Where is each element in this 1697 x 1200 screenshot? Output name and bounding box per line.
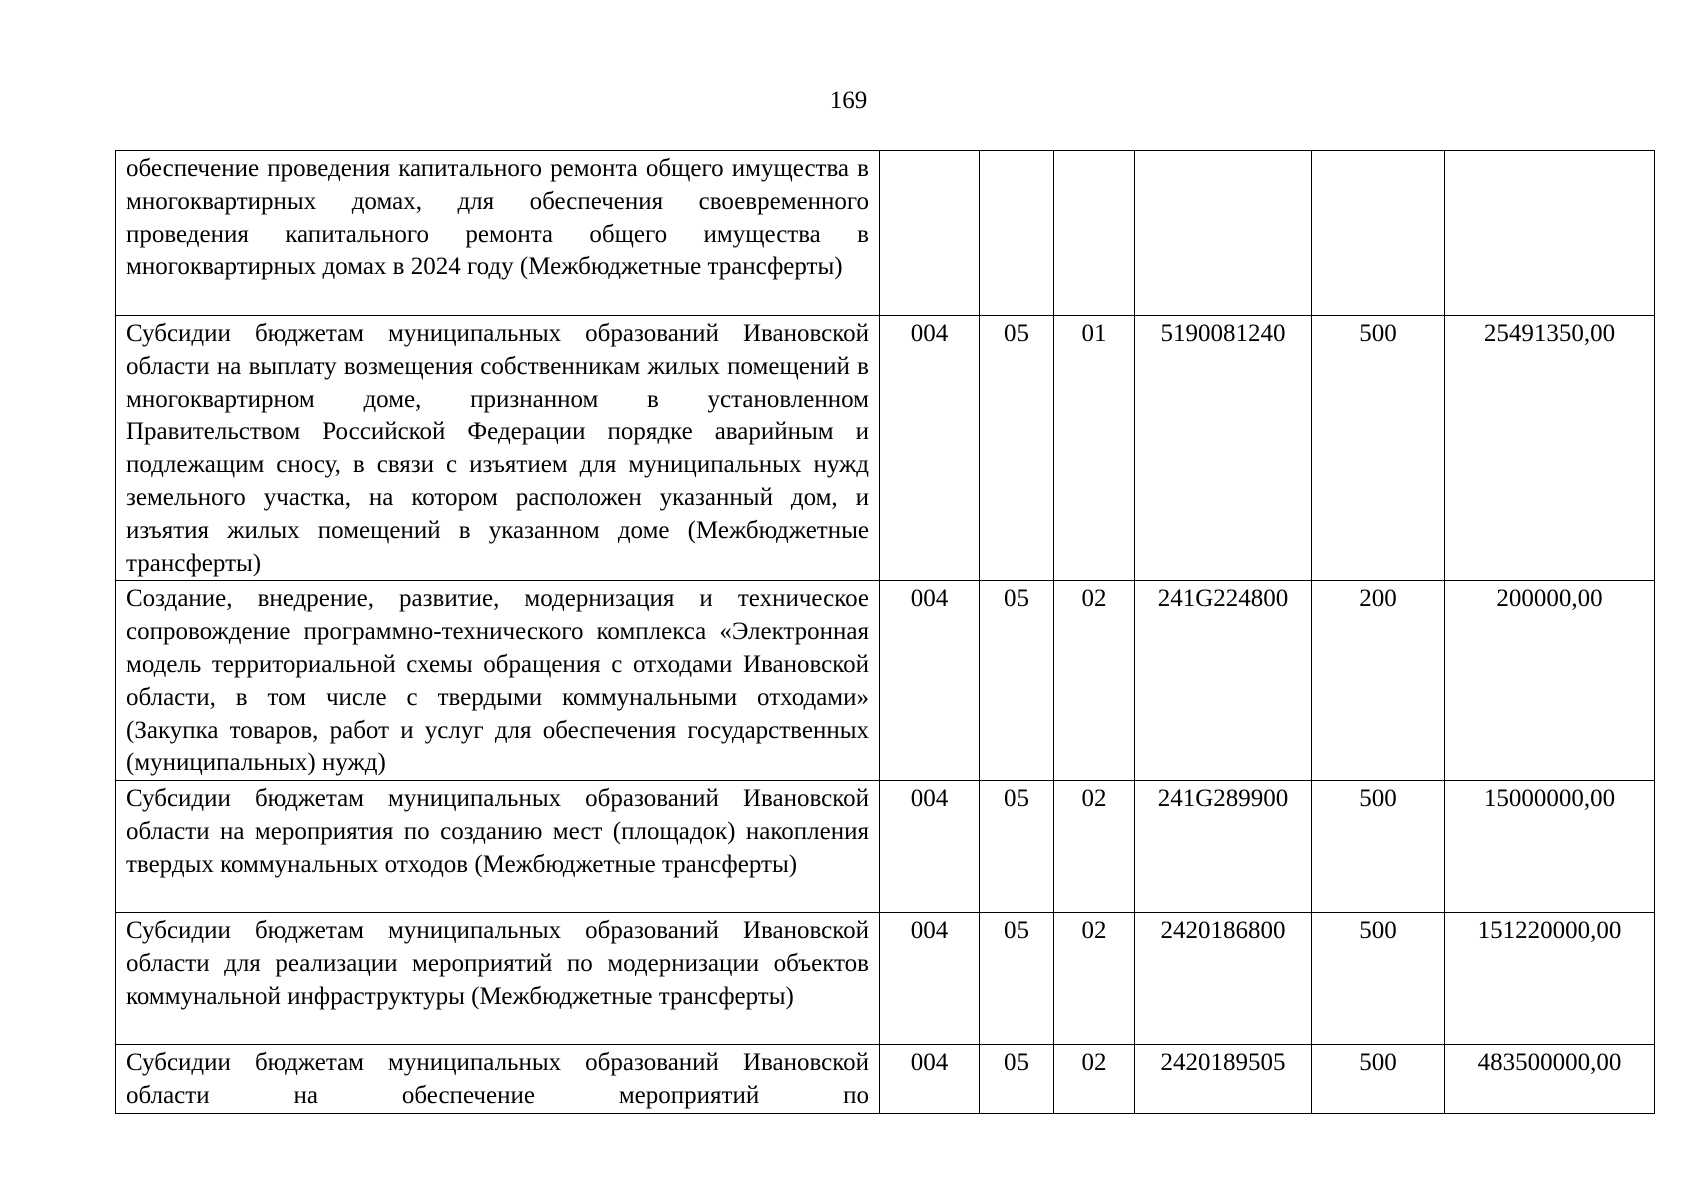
section-code-cell: 05 bbox=[980, 913, 1054, 1045]
table-row bbox=[116, 781, 1655, 913]
section-code-cell: 05 bbox=[980, 1045, 1054, 1114]
expense-type-cell: 500 bbox=[1312, 913, 1445, 1045]
budget-table bbox=[115, 150, 1655, 1114]
description-cell: Субсидии бюджетам муниципальных образований Ивановской области на выплату возмещения собственникам жилых помещений в многоквартирном доме, признанном в установленном Правительством Российской Федерации порядке аварийным и подлежащим сносу, в связи с изъятием для муниципальных нужд земельного участка, на котором расположен указанный дом, и изъятия жилых помещений в указанном доме (Межбюджетные трансферты) bbox=[116, 316, 880, 581]
description-cell: Субсидии бюджетам муниципальных образований Ивановской области на обеспечение мероприятий по bbox=[116, 1045, 880, 1114]
expense-type-cell bbox=[1312, 151, 1445, 316]
subsection-code-cell: 02 bbox=[1054, 1045, 1135, 1114]
ministry-code-cell: 004 bbox=[880, 581, 980, 781]
subsection-code-cell: 01 bbox=[1054, 316, 1135, 581]
ministry-code-cell: 004 bbox=[880, 913, 980, 1045]
page-number: 169 bbox=[829, 87, 868, 114]
target-article-cell: 2420189505 bbox=[1135, 1045, 1312, 1114]
expense-type-cell: 500 bbox=[1312, 1045, 1445, 1114]
amount-cell: 200000,00 bbox=[1445, 581, 1655, 781]
expense-type-cell: 500 bbox=[1312, 781, 1445, 913]
ministry-code-cell bbox=[880, 151, 980, 316]
table-row bbox=[116, 316, 1655, 581]
amount-cell: 25491350,00 bbox=[1445, 316, 1655, 581]
section-code-cell: 05 bbox=[980, 581, 1054, 781]
subsection-code-cell: 02 bbox=[1054, 781, 1135, 913]
target-article-cell bbox=[1135, 151, 1312, 316]
target-article-cell: 2420186800 bbox=[1135, 913, 1312, 1045]
table-row bbox=[116, 151, 1655, 316]
table-row bbox=[116, 581, 1655, 781]
ministry-code-cell: 004 bbox=[880, 316, 980, 581]
section-code-cell bbox=[980, 151, 1054, 316]
table-row bbox=[116, 1045, 1655, 1114]
amount-cell: 15000000,00 bbox=[1445, 781, 1655, 913]
expense-type-cell: 500 bbox=[1312, 316, 1445, 581]
description-cell: Субсидии бюджетам муниципальных образований Ивановской области для реализации мероприятий по модернизации объектов коммунальной инфраструктуры (Межбюджетные трансферты) bbox=[116, 913, 880, 1045]
table-row bbox=[116, 913, 1655, 1045]
expense-type-cell: 200 bbox=[1312, 581, 1445, 781]
ministry-code-cell: 004 bbox=[880, 781, 980, 913]
section-code-cell: 05 bbox=[980, 316, 1054, 581]
amount-cell: 151220000,00 bbox=[1445, 913, 1655, 1045]
description-cell: Субсидии бюджетам муниципальных образований Ивановской области на мероприятия по созданию мест (площадок) накопления твердых коммунальных отходов (Межбюджетные трансферты) bbox=[116, 781, 880, 913]
amount-cell bbox=[1445, 151, 1655, 316]
description-cell: Создание, внедрение, развитие, модернизация и техническое сопровождение программно-технического комплекса «Электронная модель территориальной схемы обращения с отходами Ивановской области, в том числе с твердыми коммунальными отходами» (Закупка товаров, работ и услуг для обеспечения государственных (муниципальных) нужд) bbox=[116, 581, 880, 781]
subsection-code-cell bbox=[1054, 151, 1135, 316]
amount-cell: 483500000,00 bbox=[1445, 1045, 1655, 1114]
section-code-cell: 05 bbox=[980, 781, 1054, 913]
subsection-code-cell: 02 bbox=[1054, 913, 1135, 1045]
target-article-cell: 241G224800 bbox=[1135, 581, 1312, 781]
description-cell: обеспечение проведения капитального ремонта общего имущества в многоквартирных домах, для обеспечения своевременного проведения капитального ремонта общего имущества в многоквартирных домах в 2024 году (Межбюджетные трансферты) bbox=[116, 151, 880, 316]
subsection-code-cell: 02 bbox=[1054, 581, 1135, 781]
ministry-code-cell: 004 bbox=[880, 1045, 980, 1114]
target-article-cell: 5190081240 bbox=[1135, 316, 1312, 581]
target-article-cell: 241G289900 bbox=[1135, 781, 1312, 913]
